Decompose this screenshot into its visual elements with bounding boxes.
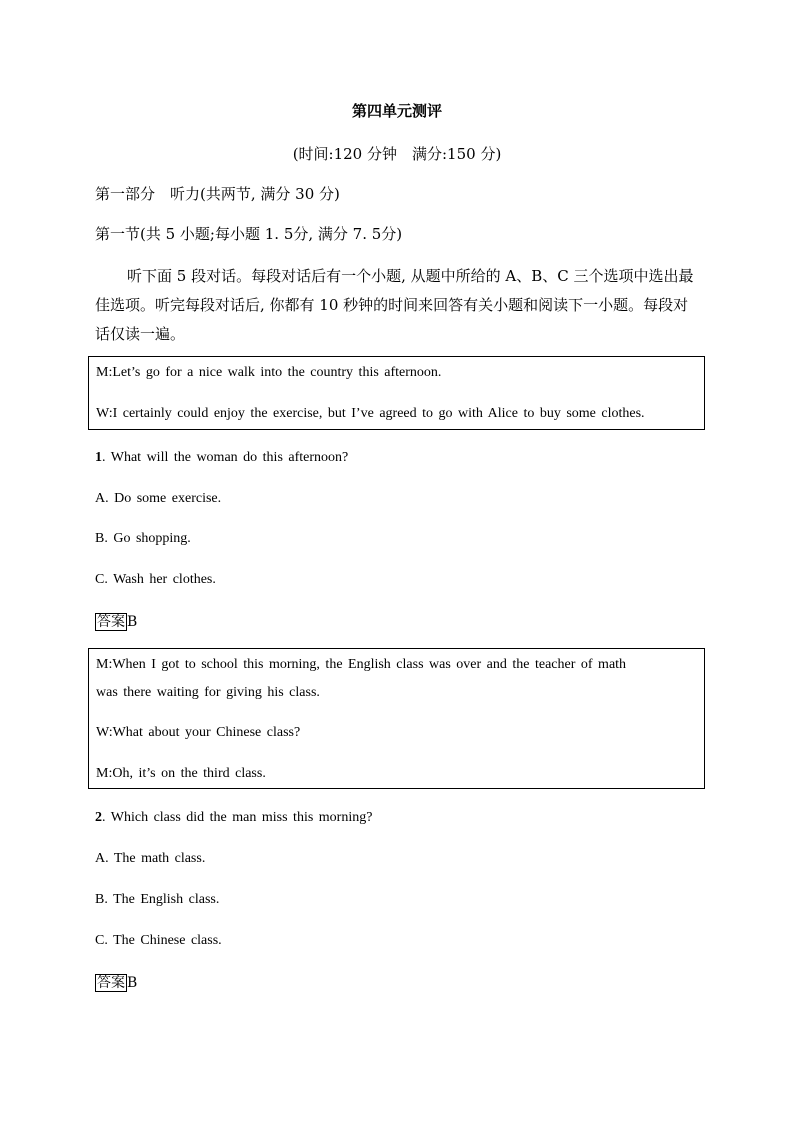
dialogue-line: W:What about your Chinese class? xyxy=(96,725,301,740)
dialogue-line: W:I certainly could enjoy the exercise, but I’ve agreed to go with Alice to buy some clothes. xyxy=(96,406,645,421)
option-b: B. Go shopping. xyxy=(95,531,191,546)
answer-value: B xyxy=(127,975,138,991)
dialogue-line: M:Let’s go for a nice walk into the country this afternoon. xyxy=(96,365,442,380)
option-c: C. The Chinese class. xyxy=(95,933,222,948)
dialogue-box-2 xyxy=(88,648,705,789)
page-title: 第四单元测评 xyxy=(351,102,442,120)
dialogue-line: M:Oh, it’s on the third class. xyxy=(96,766,266,781)
question-text: . Which class did the man miss this morning? xyxy=(102,810,373,825)
question-text: . What will the woman do this afternoon? xyxy=(102,450,349,465)
option-a: A. Do some exercise. xyxy=(95,491,222,506)
part-heading: 第一部分 听力(共两节, 满分 30 分) xyxy=(95,185,340,203)
question-2 xyxy=(95,810,372,826)
answer-label: 答案 xyxy=(97,975,125,991)
answer-label: 答案 xyxy=(97,614,125,630)
exam-time-and-score: (时间:120 分钟 满分:150 分) xyxy=(292,145,502,163)
instructions: 听下面 5 段对话。每段对话后有一个小题, 从题中所给的 A、B、C 三个选项中选出最佳选项。听完每段对话后, 你都有 10 秒钟的时间来回答有关小题和阅读下一小题。每段对话仅读一遍。 xyxy=(95,267,694,343)
dialogue-box-1 xyxy=(88,356,705,430)
question-1 xyxy=(95,450,348,466)
question-number: 1 xyxy=(95,450,102,465)
dialogue-line: M:When I got to school this morning, the English class was over and the teacher of math xyxy=(96,657,627,672)
answer-2 xyxy=(95,972,137,992)
option-a: A. The math class. xyxy=(95,851,206,866)
option-c: C. Wash her clothes. xyxy=(95,572,216,587)
section-heading: 第一节(共 5 小题;每小题 1. 5分, 满分 7. 5分) xyxy=(95,225,403,243)
answer-value: B xyxy=(127,614,138,630)
answer-1 xyxy=(95,611,137,631)
option-b: B. The English class. xyxy=(95,892,220,907)
dialogue-line: was there waiting for giving his class. xyxy=(96,685,320,700)
question-number: 2 xyxy=(95,810,102,825)
